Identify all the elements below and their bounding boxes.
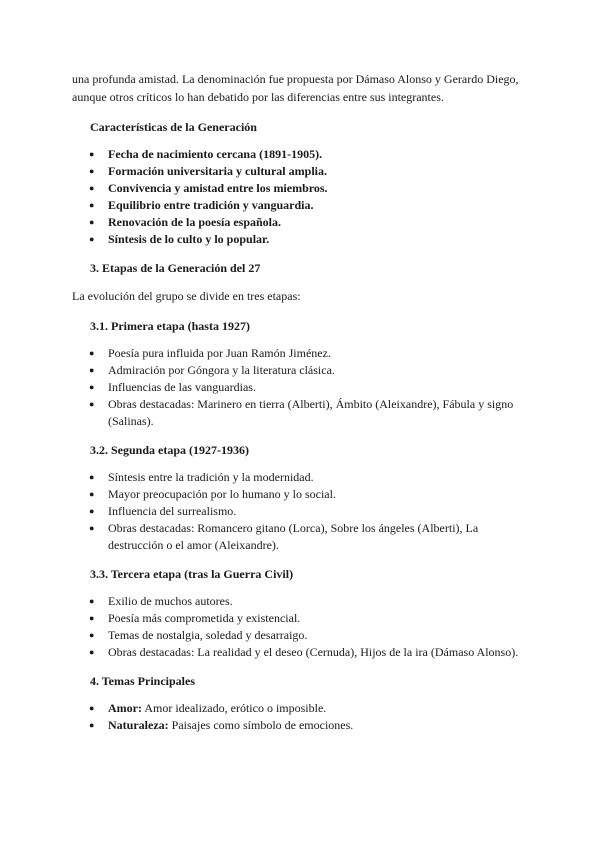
bullet-icon: ● [89, 382, 95, 392]
list-item [72, 146, 532, 163]
bullet-icon: ● [89, 365, 95, 375]
tercera-etapa-heading: 3.3. Tercera etapa (tras la Guerra Civil) [90, 567, 294, 581]
tema-desc: Amor idealizado, erótico o imposible. [144, 701, 327, 715]
list-item-text: Admiración por Góngora y la literatura clásica. [108, 363, 335, 377]
intro-paragraph: una profunda amistad. La denominación fue propuesta por Dámaso Alonso y Gerardo Diego, aunque otros críticos lo han debatido por las diferencias entre sus integrantes. [72, 72, 519, 104]
bullet-icon: ● [89, 703, 95, 713]
list-item-text: Influencia del surrealismo. [108, 504, 237, 518]
list-item-text: Formación universitaria y cultural amplia. [108, 164, 327, 178]
bullet-icon: ● [89, 506, 95, 516]
bullet-icon: ● [89, 166, 95, 176]
bullet-icon: ● [89, 489, 95, 499]
list-item [72, 180, 532, 197]
list-item-text: Síntesis de lo culto y lo popular. [108, 232, 270, 246]
list-item [72, 214, 532, 231]
bullet-icon: ● [89, 149, 95, 159]
bullet-icon: ● [89, 217, 95, 227]
list-item-text: Fecha de nacimiento cercana (1891-1905). [108, 147, 323, 161]
tema-term: Amor: [108, 701, 142, 715]
list-item-text: Síntesis entre la tradición y la modernidad. [108, 470, 314, 484]
list-item-text: Temas de nostalgia, soledad y desarraigo. [108, 628, 308, 642]
tercera-etapa-list [72, 593, 532, 661]
list-item [72, 503, 532, 520]
list-item [72, 396, 532, 430]
bullet-icon: ● [89, 613, 95, 623]
list-item-text: Equilibrio entre tradición y vanguardia. [108, 198, 314, 212]
list-item-text: Obras destacadas: Marinero en tierra (Alberti), Ámbito (Aleixandre), Fábula y signo (Salinas). [108, 397, 514, 428]
temas-list [72, 700, 532, 734]
list-item [72, 700, 532, 717]
list-item [72, 644, 532, 661]
list-item-text: Obras destacadas: Romancero gitano (Lorca), Sobre los ángeles (Alberti), La destrucción o el amor (Aleixandre). [108, 521, 479, 552]
list-item [72, 486, 532, 503]
bullet-icon: ● [89, 399, 95, 409]
list-item [72, 362, 532, 379]
temas-heading: 4. Temas Principales [90, 674, 196, 688]
list-item-text: Poesía pura influida por Juan Ramón Jiménez. [108, 346, 331, 360]
list-item-text: Poesía más comprometida y existencial. [108, 611, 301, 625]
etapas-intro: La evolución del grupo se divide en tres etapas: [72, 289, 301, 303]
list-item-text: Obras destacadas: La realidad y el deseo (Cernuda), Hijos de la ira (Dámaso Alonso). [108, 645, 519, 659]
list-item [72, 627, 532, 644]
tema-term: Naturaleza: [108, 718, 169, 732]
list-item [72, 379, 532, 396]
list-item [72, 520, 532, 554]
list-item-text: Renovación de la poesía española. [108, 215, 282, 229]
bullet-icon: ● [89, 630, 95, 640]
bullet-icon: ● [89, 183, 95, 193]
list-item [72, 163, 532, 180]
bullet-icon: ● [89, 720, 95, 730]
primera-etapa-list [72, 345, 532, 430]
segunda-etapa-heading: 3.2. Segunda etapa (1927-1936) [90, 443, 250, 457]
primera-etapa-heading: 3.1. Primera etapa (hasta 1927) [90, 319, 250, 333]
bullet-icon: ● [89, 523, 95, 533]
document-page [72, 70, 532, 734]
list-item [72, 231, 532, 248]
tema-desc: Paisajes como símbolo de emociones. [171, 718, 354, 732]
bullet-icon: ● [89, 647, 95, 657]
list-item [72, 610, 532, 627]
caracteristicas-list [72, 146, 532, 248]
bullet-icon: ● [89, 472, 95, 482]
bullet-icon: ● [89, 596, 95, 606]
list-item-text: Exilio de muchos autores. [108, 594, 233, 608]
list-item [72, 469, 532, 486]
list-item-text: Mayor preocupación por lo humano y lo social. [108, 487, 336, 501]
list-item [72, 717, 532, 734]
list-item-text: Convivencia y amistad entre los miembros. [108, 181, 328, 195]
bullet-icon: ● [89, 200, 95, 210]
bullet-icon: ● [89, 234, 95, 244]
bullet-icon: ● [89, 348, 95, 358]
list-item [72, 345, 532, 362]
caracteristicas-heading: Características de la Generación [90, 120, 257, 134]
list-item-text: Influencias de las vanguardias. [108, 380, 256, 394]
list-item [72, 593, 532, 610]
etapas-heading: 3. Etapas de la Generación del 27 [90, 261, 261, 275]
list-item [72, 197, 532, 214]
segunda-etapa-list [72, 469, 532, 554]
